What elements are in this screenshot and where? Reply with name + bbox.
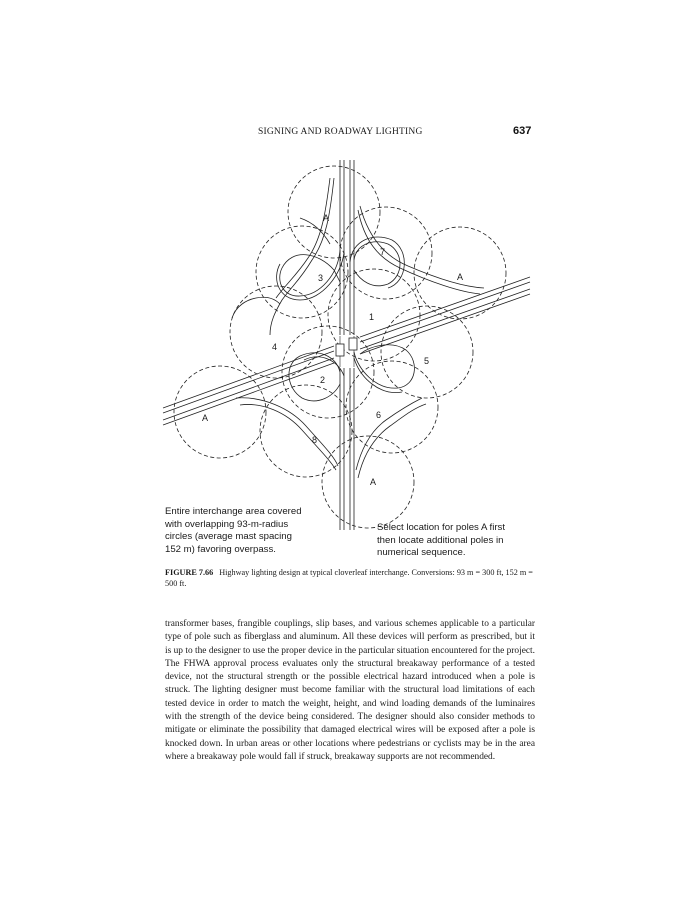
circle-8: [260, 385, 352, 477]
body-paragraph: transformer bases, frangible couplings, slip bases, and various schemes applicable to a particular type of pole such as fiberglass and aluminum. All these devices will perform as prescribed, but it is up to the designer to use the proper device in the particular situation encountered for the project. The FHWA approval process evaluates only the structural breakaway performance of a tested device, not the structural strength or the possible electrical hazard introduced when a pole is struck. The lighting designer must become familiar with the structural load limitations of each tested device in order to match the weight, height, and wind loading demands of the luminaires with the strength of the device being considered. The designer should also consider methods to mitigate or eliminate the possibility that damaged electrical wires will be exposed after a pole is knocked down. In urban areas or other locations where pedestrians or cyclists may be in the area where a breakaway pole would fall if struck, breakaway supports are not recommended.: [165, 619, 535, 762]
pole-label-4: 4: [272, 342, 278, 352]
pole-label-a-left: A: [202, 413, 209, 423]
pole-label-a-bottom: A: [370, 477, 377, 487]
figure-caption-label: FIGURE 7.66: [165, 568, 214, 577]
pole-label-7: 7: [380, 247, 386, 257]
figure-note-right: [377, 522, 505, 560]
pole-label-a-top: A: [323, 213, 330, 223]
circle-a-bottom: [322, 436, 414, 528]
note-left-line: 152 m) favoring overpass.: [165, 543, 276, 555]
pole-label-5: 5: [424, 356, 430, 366]
circle-6: [346, 361, 438, 453]
circle-3: [256, 226, 348, 318]
note-left-line: with overlapping 93-m-radius: [165, 518, 289, 530]
pole-label-1: 1: [369, 312, 375, 322]
figure-caption-text: Highway lighting design at typical cloverleaf interchange. Conversions: 93 m = 300 ft, 152 m = 500 ft.: [165, 568, 533, 588]
circle-5: [381, 306, 473, 398]
mainline-diagonal: [163, 277, 530, 425]
circle-4: [230, 286, 322, 378]
note-right-line: numerical sequence.: [377, 547, 466, 559]
circle-a-left: [174, 366, 266, 458]
figure-note-left: [165, 506, 302, 556]
note-left-line: Entire interchange area covered: [165, 506, 302, 517]
running-header: SIGNING AND ROADWAY LIGHTING: [258, 127, 423, 137]
pole-label-8: 8: [312, 435, 318, 445]
pole-label-6: 6: [376, 410, 382, 420]
pole-label-a-right: A: [457, 272, 464, 282]
note-left-line: circles (average mast spacing: [165, 531, 292, 543]
pole-labels: [202, 213, 463, 487]
pole-label-2: 2: [320, 375, 326, 385]
page-number: 637: [513, 125, 532, 137]
note-right-line: then locate additional poles in: [377, 534, 504, 546]
figure-caption: [165, 567, 535, 589]
note-right-line: Select location for poles A first: [377, 522, 505, 533]
pole-label-3: 3: [318, 273, 324, 283]
directional-ramps: [232, 178, 484, 478]
